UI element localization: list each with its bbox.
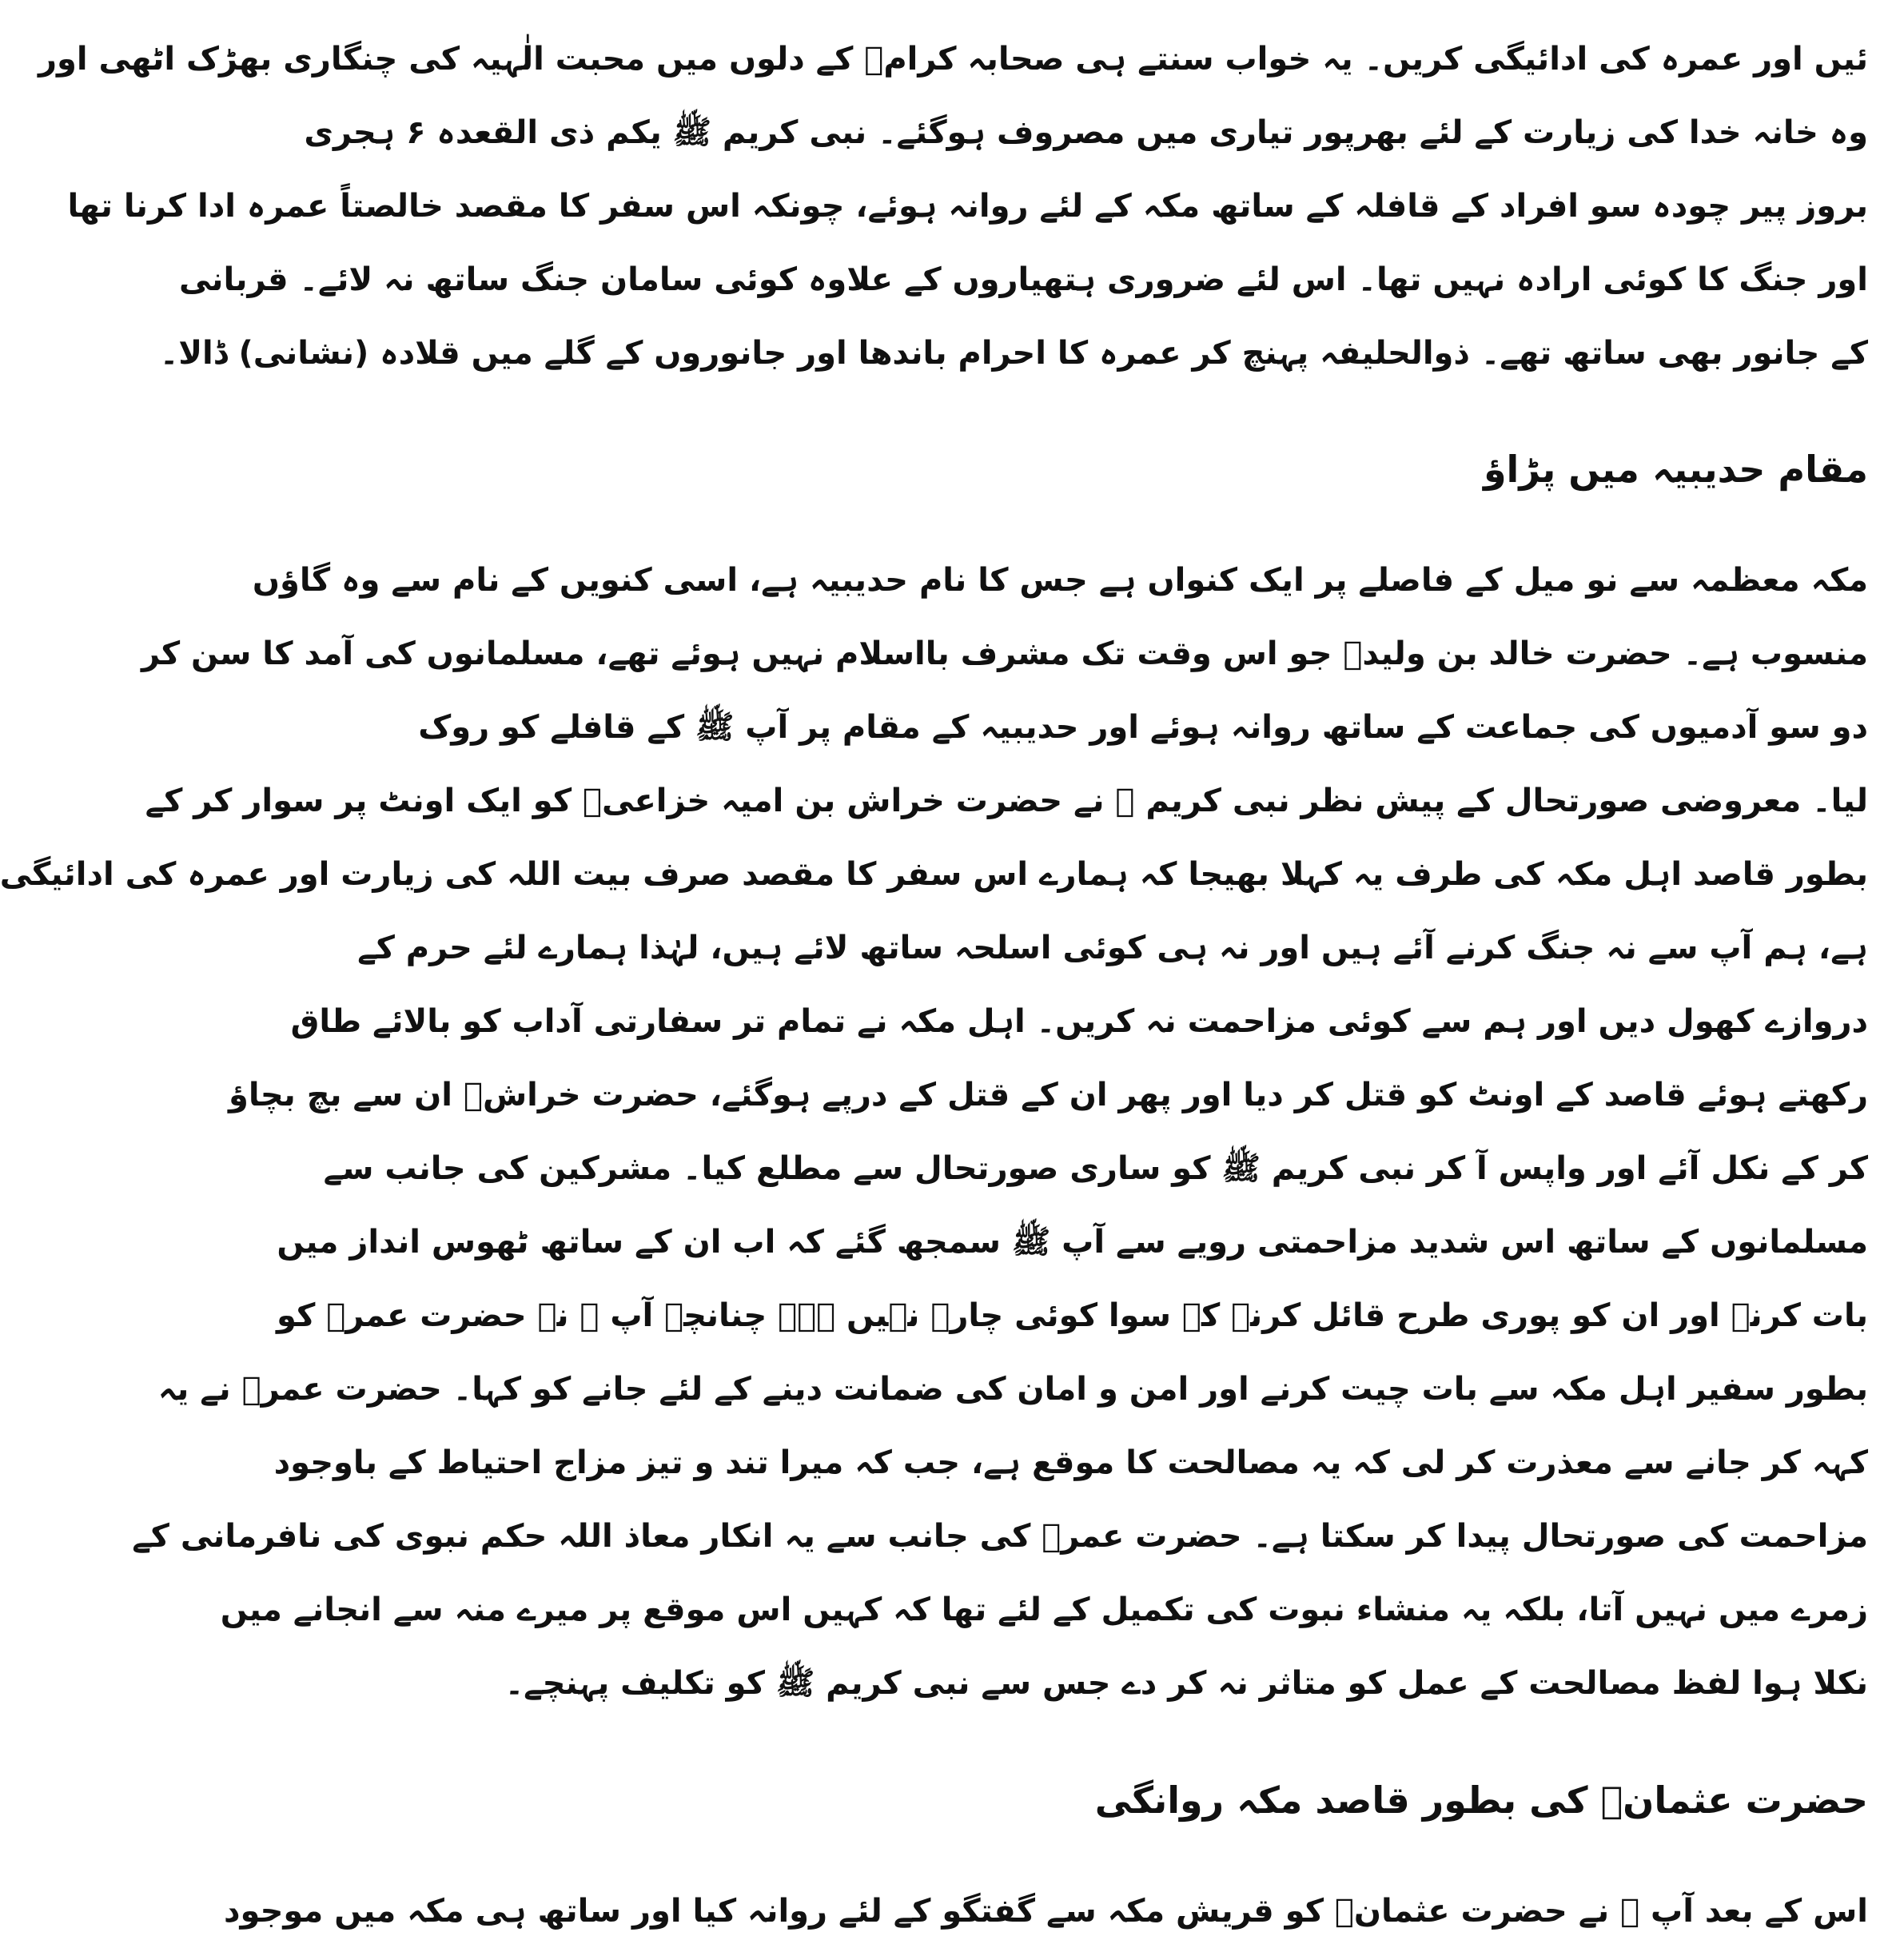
text-line: بطور قاصد اہل مکہ کی طرف یہ کہلا بھیجا کہ ہمارے اس سفر کا مقصد صرف بیت اللہ کی زیارت اور عمرہ کی ادائیگی	[0, 856, 1868, 894]
text-line: اس کے بعد آپ ﷺ نے حضرت عثمانؓ کو قریش مکہ سے گفتگو کے لئے روانہ کیا اور ساتھ ہی مکہ میں موجود	[224, 1892, 1868, 1930]
text-line: بطور سفیر اہل مکہ سے بات چیت کرنے اور امن و امان کی ضمانت دینے کے لئے جانے کو کہا۔ حضرت عمرؓ نے یہ	[157, 1371, 1868, 1408]
text-line: منسوب ہے۔ حضرت خالد بن ولیدؓ جو اس وقت تک مشرف بااسلام نہیں ہوئے تھے، مسلمانوں کی آمد کا سن کر	[141, 635, 1868, 673]
text-line: مکہ معظمہ سے نو میل کے فاصلے پر ایک کنواں ہے جس کا نام حدیبیہ ہے، اسی کنویں کے نام سے وہ گاؤں	[252, 562, 1868, 600]
text-line: لیا۔ معروضی صورتحال کے پیش نظر نبی کریم ﷺ نے حضرت خراش بن امیہ خزاعیؓ کو ایک اونٹ پر سوار کر کے	[145, 783, 1868, 820]
section-heading-hudaybiyyah: مقام حدیبیہ میں پڑاؤ	[1483, 448, 1868, 492]
text-line: کے جانور بھی ساتھ تھے۔ ذوالحلیفہ پہنچ کر عمرہ کا احرام باندھا اور جانوروں کے گلے میں قلادہ (نشانی) ڈالا۔	[159, 335, 1868, 372]
text-line: زمرے میں نہیں آتا، بلکہ یہ منشاء نبوت کی تکمیل کے لئے تھا کہ کہیں اس موقع پر میرے منہ سے انجانے میں	[220, 1591, 1868, 1629]
text-line: ہے، ہم آپ سے نہ جنگ کرنے آئے ہیں اور نہ ہی کوئی اسلحہ ساتھ لائے ہیں، لہٰذا ہمارے لئے حرم کے	[357, 930, 1868, 967]
text-line: بروز پیر چودہ سو افراد کے قافلہ کے ساتھ مکہ کے لئے روانہ ہوئے، چونکہ اس سفر کا مقصد خالصتاً عمرہ ادا کرنا تھا	[67, 188, 1868, 225]
text-line: ئیں اور عمرہ کی ادائیگی کریں۔ یہ خواب سنتے ہی صحابہ کرامؓ کے دلوں میں محبت الٰہیہ کی چنگاری بھڑک اٹھی اور	[38, 41, 1868, 78]
section-heading-uthman-envoy: حضرت عثمانؓ کی بطور قاصد مکہ روانگی	[1094, 1778, 1868, 1822]
text-line: دروازے کھول دیں اور ہم سے کوئی مزاحمت نہ کریں۔ اہل مکہ نے تمام تر سفارتی آداب کو بالائے طاق	[290, 1003, 1868, 1041]
document-page	[0, 22, 1868, 1930]
text-line: رکھتے ہوئے قاصد کے اونٹ کو قتل کر دیا اور پھر ان کے قتل کے درپے ہوگئے، حضرت خراشؓ ان سے بچ بچاؤ	[229, 1077, 1868, 1114]
text-line: دو سو آدمیوں کی جماعت کے ساتھ روانہ ہوئے اور حدیبیہ کے مقام پر آپ ﷺ کے قافلے کو روک	[418, 709, 1868, 747]
text-line: اور جنگ کا کوئی ارادہ نہیں تھا۔ اس لئے ضروری ہتھیاروں کے علاوہ کوئی سامان جنگ ساتھ نہ لائے۔ قربانی	[178, 261, 1868, 298]
paragraph-umrah-journey	[38, 22, 1868, 390]
text-line: بات کرنے اور ان کو پوری طرح قائل کرنے کے سوا کوئی چارہ نہیں ہے۔ چنانچہ آپ ﷺ نے حضرت عمرؓ کو	[276, 1297, 1868, 1335]
paragraph-uthman-envoy	[224, 1874, 1868, 1948]
paragraph-hudaybiyyah	[0, 544, 1868, 1720]
text-line: وہ خانہ خدا کی زیارت کے لئے بھرپور تیاری میں مصروف ہوگئے۔ نبی کریم ﷺ یکم ذی القعدہ ۶ ہجری	[304, 114, 1868, 151]
text-line: مسلمانوں کے ساتھ اس شدید مزاحمتی رویے سے آپ ﷺ سمجھ گئے کہ اب ان کے ساتھ ٹھوس انداز میں	[277, 1224, 1868, 1261]
text-line: کر کے نکل آئے اور واپس آ کر نبی کریم ﷺ کو ساری صورتحال سے مطلع کیا۔ مشرکین کی جانب سے	[323, 1150, 1868, 1188]
text-line: کہہ کر جانے سے معذرت کر لی کہ یہ مصالحت کا موقع ہے، جب کہ میرا تند و تیز مزاج احتیاط کے باوجود	[273, 1444, 1868, 1482]
text-line: مزاحمت کی صورتحال پیدا کر سکتا ہے۔ حضرت عمرؓ کی جانب سے یہ انکار معاذ اللہ حکم نبوی کی نافرمانی کے	[132, 1518, 1868, 1556]
text-line: نکلا ہوا لفظ مصالحت کے عمل کو متاثر نہ کر دے جس سے نبی کریم ﷺ کو تکلیف پہنچے۔	[504, 1665, 1868, 1703]
